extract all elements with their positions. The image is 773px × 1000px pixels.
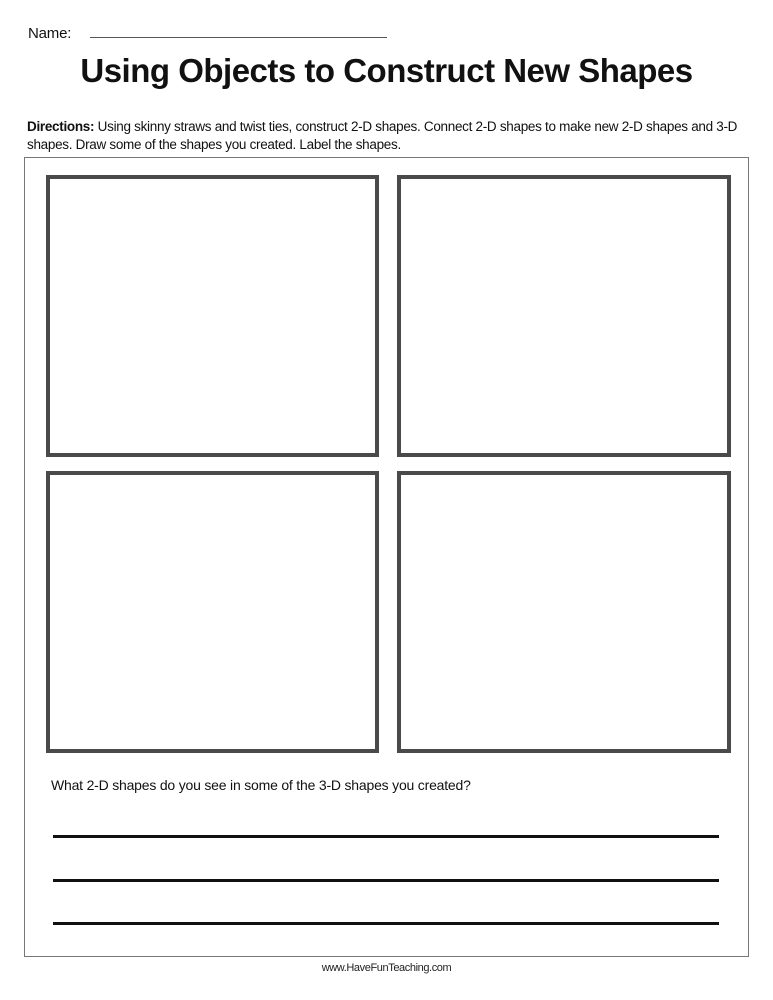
answer-line-2[interactable] xyxy=(53,879,719,882)
name-row xyxy=(28,22,71,42)
name-input-line[interactable] xyxy=(90,37,387,38)
directions-label: Directions: xyxy=(27,119,95,134)
drawing-box-1[interactable] xyxy=(46,175,379,457)
answer-line-3[interactable] xyxy=(53,922,719,925)
directions xyxy=(27,118,747,154)
question-text: What 2-D shapes do you see in some of the 3-D shapes you created? xyxy=(51,777,471,793)
worksheet-title: Using Objects to Construct New Shapes xyxy=(80,52,693,89)
drawing-box-4[interactable] xyxy=(397,471,731,753)
drawing-box-3[interactable] xyxy=(46,471,379,753)
footer-website: www.HaveFunTeaching.com xyxy=(321,962,452,974)
drawing-box-2[interactable] xyxy=(397,175,731,457)
directions-text: Using skinny straws and twist ties, construct 2-D shapes. Connect 2-D shapes to make new 2-D shapes and 3-D shapes. Draw some of the shapes you created. Label the shapes. xyxy=(27,119,738,152)
name-label: Name: xyxy=(28,25,72,42)
answer-line-1[interactable] xyxy=(53,835,719,838)
